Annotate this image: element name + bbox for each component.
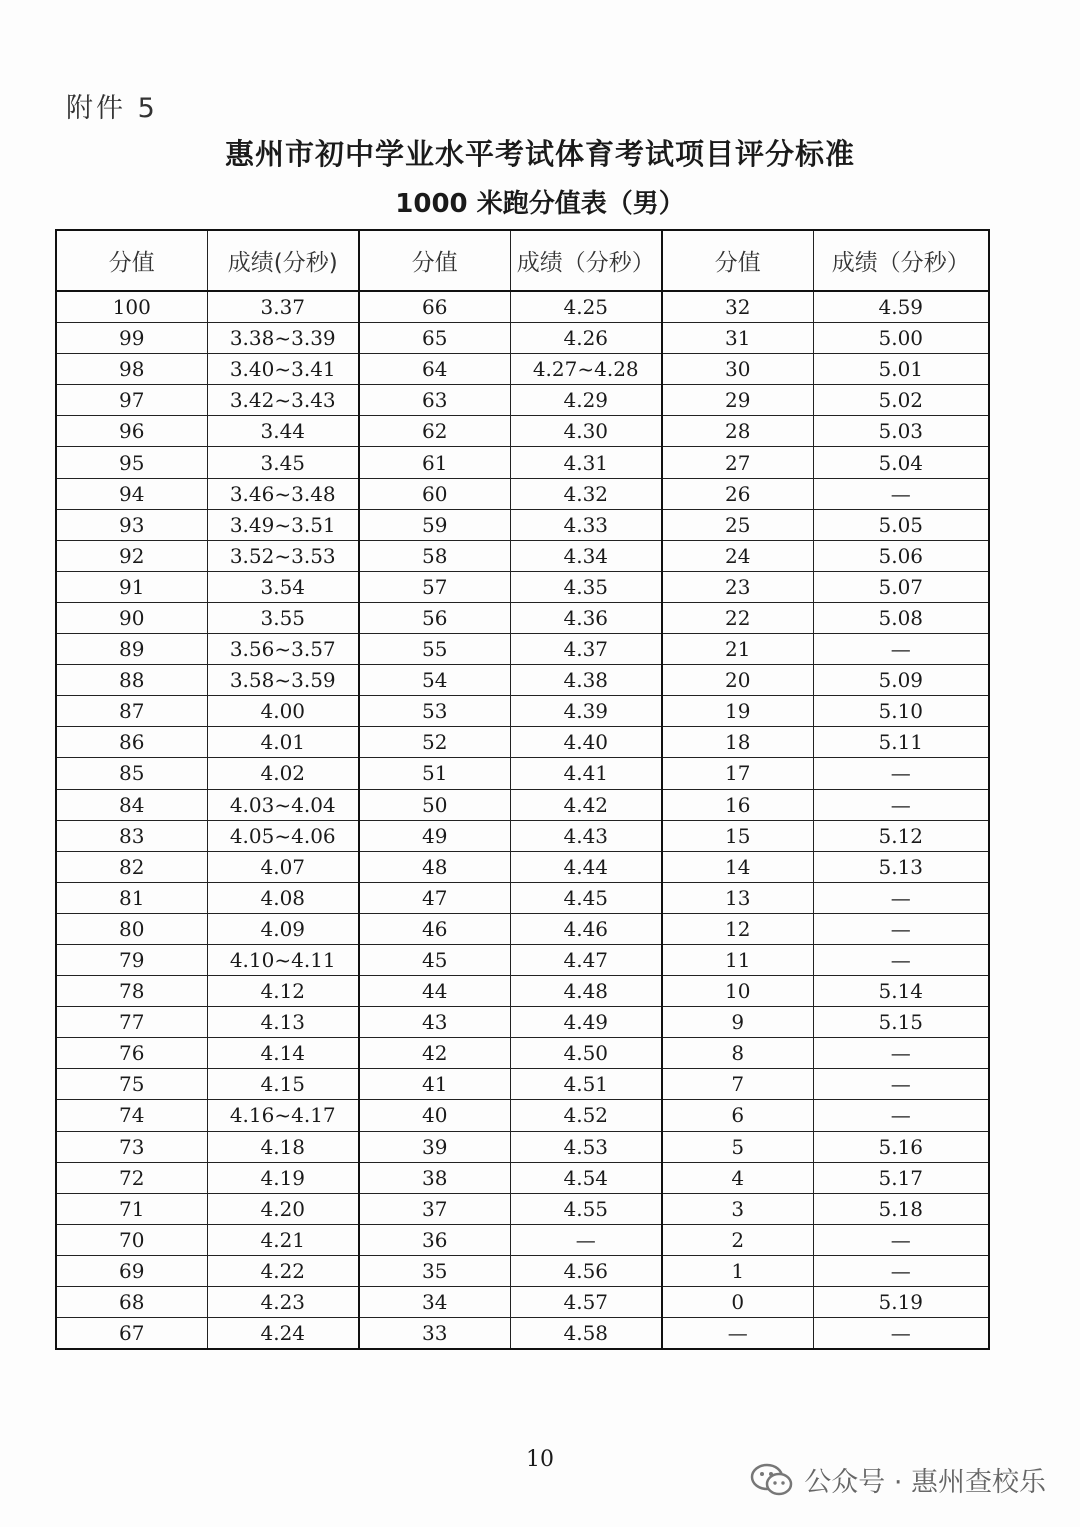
result-cell: 5.07 — [813, 571, 989, 602]
table-subtitle: 1000 米跑分值表（男） — [395, 189, 685, 219]
table-row — [56, 634, 989, 665]
score-cell: 38 — [359, 1162, 510, 1193]
score-cell: 73 — [56, 1131, 207, 1162]
result-cell: — — [813, 1069, 989, 1100]
header-result-2: 成绩（分秒） — [510, 230, 662, 291]
table-row — [56, 540, 989, 571]
score-cell: 66 — [359, 291, 510, 323]
result-cell: — — [813, 789, 989, 820]
score-cell: 17 — [662, 758, 813, 789]
score-cell: 88 — [56, 665, 207, 696]
table-row — [56, 416, 989, 447]
score-cell: 8 — [662, 1038, 813, 1069]
result-cell: 4.33 — [510, 509, 662, 540]
score-cell: 47 — [359, 882, 510, 913]
result-cell: 4.24 — [207, 1318, 359, 1350]
result-cell: 4.08 — [207, 882, 359, 913]
result-cell: 4.30 — [510, 416, 662, 447]
table-row — [56, 1287, 989, 1318]
table-row — [56, 1069, 989, 1100]
score-cell: 86 — [56, 727, 207, 758]
score-cell: 16 — [662, 789, 813, 820]
result-cell: 3.56~3.57 — [207, 634, 359, 665]
score-cell: 2 — [662, 1224, 813, 1255]
result-cell: 4.52 — [510, 1100, 662, 1131]
table-row — [56, 976, 989, 1007]
score-cell: 4 — [662, 1162, 813, 1193]
result-cell: 4.19 — [207, 1162, 359, 1193]
result-cell: 3.40~3.41 — [207, 354, 359, 385]
score-cell: 65 — [359, 323, 510, 354]
table-row — [56, 1007, 989, 1038]
score-cell: 45 — [359, 944, 510, 975]
result-cell: 5.13 — [813, 851, 989, 882]
score-cell: 94 — [56, 478, 207, 509]
score-cell: 32 — [662, 291, 813, 323]
table-row — [56, 509, 989, 540]
result-cell: 4.00 — [207, 696, 359, 727]
result-cell: 4.14 — [207, 1038, 359, 1069]
table-row — [56, 882, 989, 913]
score-cell: 68 — [56, 1287, 207, 1318]
score-cell: 43 — [359, 1007, 510, 1038]
table-row — [56, 1193, 989, 1224]
score-cell: 41 — [359, 1069, 510, 1100]
score-cell: 100 — [56, 291, 207, 323]
score-cell: 56 — [359, 602, 510, 633]
result-cell: 4.05~4.06 — [207, 820, 359, 851]
score-cell: 70 — [56, 1224, 207, 1255]
result-cell: 4.36 — [510, 602, 662, 633]
table-header-row — [56, 230, 989, 291]
score-cell: 93 — [56, 509, 207, 540]
score-cell: 52 — [359, 727, 510, 758]
score-cell: 39 — [359, 1131, 510, 1162]
table-row — [56, 323, 989, 354]
score-cell: 97 — [56, 385, 207, 416]
result-cell: 4.23 — [207, 1287, 359, 1318]
score-cell: 21 — [662, 634, 813, 665]
result-cell: 4.46 — [510, 913, 662, 944]
score-cell: 60 — [359, 478, 510, 509]
result-cell: 4.54 — [510, 1162, 662, 1193]
result-cell: 5.08 — [813, 602, 989, 633]
score-cell: 59 — [359, 509, 510, 540]
result-cell: 4.09 — [207, 913, 359, 944]
table-row — [56, 851, 989, 882]
result-cell: 3.42~3.43 — [207, 385, 359, 416]
result-cell: 5.05 — [813, 509, 989, 540]
header-score-2: 分值 — [359, 230, 510, 291]
result-cell: 4.45 — [510, 882, 662, 913]
wechat-icon — [750, 1463, 794, 1497]
result-cell: 4.29 — [510, 385, 662, 416]
score-cell: 53 — [359, 696, 510, 727]
table-row — [56, 1162, 989, 1193]
result-cell: 3.54 — [207, 571, 359, 602]
score-cell: 76 — [56, 1038, 207, 1069]
score-cell: 77 — [56, 1007, 207, 1038]
result-cell: 3.46~3.48 — [207, 478, 359, 509]
result-cell: — — [813, 944, 989, 975]
table-row — [56, 1100, 989, 1131]
table-row — [56, 1224, 989, 1255]
result-cell: 5.15 — [813, 1007, 989, 1038]
result-cell: 3.49~3.51 — [207, 509, 359, 540]
result-cell: 5.03 — [813, 416, 989, 447]
result-cell: 4.35 — [510, 571, 662, 602]
score-cell: 9 — [662, 1007, 813, 1038]
score-cell: 44 — [359, 976, 510, 1007]
score-cell: 11 — [662, 944, 813, 975]
score-cell: 26 — [662, 478, 813, 509]
table-row — [56, 1038, 989, 1069]
result-cell: 4.50 — [510, 1038, 662, 1069]
result-cell: 3.55 — [207, 602, 359, 633]
result-cell: 3.38~3.39 — [207, 323, 359, 354]
result-cell: 5.02 — [813, 385, 989, 416]
result-cell: 4.48 — [510, 976, 662, 1007]
result-cell: 5.01 — [813, 354, 989, 385]
result-cell: 4.37 — [510, 634, 662, 665]
result-cell: 4.10~4.11 — [207, 944, 359, 975]
score-cell: 29 — [662, 385, 813, 416]
table-row — [56, 789, 989, 820]
result-cell: 5.10 — [813, 696, 989, 727]
score-cell: 10 — [662, 976, 813, 1007]
score-cell: 37 — [359, 1193, 510, 1224]
score-cell: 33 — [359, 1318, 510, 1350]
score-cell: 0 — [662, 1287, 813, 1318]
result-cell: 5.12 — [813, 820, 989, 851]
result-cell: 4.56 — [510, 1255, 662, 1286]
result-cell: 4.07 — [207, 851, 359, 882]
score-cell: 51 — [359, 758, 510, 789]
result-cell: 4.22 — [207, 1255, 359, 1286]
score-cell: 91 — [56, 571, 207, 602]
score-cell: 58 — [359, 540, 510, 571]
result-cell: 4.02 — [207, 758, 359, 789]
header-result-1: 成绩(分秒) — [207, 230, 359, 291]
score-cell: 63 — [359, 385, 510, 416]
score-cell: 62 — [359, 416, 510, 447]
result-cell: 5.11 — [813, 727, 989, 758]
score-cell: 31 — [662, 323, 813, 354]
result-cell: 4.51 — [510, 1069, 662, 1100]
score-cell: 96 — [56, 416, 207, 447]
result-cell: 5.09 — [813, 665, 989, 696]
result-cell: — — [813, 1255, 989, 1286]
result-cell: — — [813, 1100, 989, 1131]
score-cell: 35 — [359, 1255, 510, 1286]
result-cell: 3.58~3.59 — [207, 665, 359, 696]
table-body — [56, 291, 989, 1349]
result-cell: 4.25 — [510, 291, 662, 323]
result-cell: 4.40 — [510, 727, 662, 758]
result-cell: 5.19 — [813, 1287, 989, 1318]
score-cell: 7 — [662, 1069, 813, 1100]
header-result-3: 成绩（分秒） — [813, 230, 989, 291]
result-cell: 3.45 — [207, 447, 359, 478]
score-cell: 22 — [662, 602, 813, 633]
result-cell: 4.21 — [207, 1224, 359, 1255]
score-cell: 3 — [662, 1193, 813, 1224]
score-cell: 55 — [359, 634, 510, 665]
result-cell: 4.20 — [207, 1193, 359, 1224]
result-cell: 4.01 — [207, 727, 359, 758]
score-cell: 61 — [359, 447, 510, 478]
score-cell: 30 — [662, 354, 813, 385]
result-cell: 4.58 — [510, 1318, 662, 1350]
score-cell: 23 — [662, 571, 813, 602]
score-cell: 79 — [56, 944, 207, 975]
score-cell: 92 — [56, 540, 207, 571]
document-title: 惠州市初中学业水平考试体育考试项目评分标准 — [224, 137, 855, 171]
result-cell: 4.18 — [207, 1131, 359, 1162]
score-cell: 84 — [56, 789, 207, 820]
score-cell: 95 — [56, 447, 207, 478]
table-row — [56, 354, 989, 385]
attachment-label: 附件 5 — [66, 93, 158, 124]
result-cell: 4.44 — [510, 851, 662, 882]
header-score-1: 分值 — [56, 230, 207, 291]
result-cell: — — [813, 758, 989, 789]
table-row — [56, 820, 989, 851]
result-cell: 4.12 — [207, 976, 359, 1007]
score-cell: 42 — [359, 1038, 510, 1069]
result-cell: 3.44 — [207, 416, 359, 447]
score-cell: 34 — [359, 1287, 510, 1318]
result-cell: 4.39 — [510, 696, 662, 727]
score-table — [55, 229, 990, 1350]
result-cell: 4.59 — [813, 291, 989, 323]
score-cell: 71 — [56, 1193, 207, 1224]
table-row — [56, 385, 989, 416]
result-cell: 4.26 — [510, 323, 662, 354]
result-cell: 4.31 — [510, 447, 662, 478]
score-cell: 54 — [359, 665, 510, 696]
result-cell: 4.55 — [510, 1193, 662, 1224]
result-cell: — — [813, 1224, 989, 1255]
result-cell: 4.13 — [207, 1007, 359, 1038]
score-cell: 15 — [662, 820, 813, 851]
result-cell: 4.03~4.04 — [207, 789, 359, 820]
score-cell: 80 — [56, 913, 207, 944]
score-cell: 25 — [662, 509, 813, 540]
result-cell: 4.57 — [510, 1287, 662, 1318]
result-cell: 5.00 — [813, 323, 989, 354]
score-cell: 5 — [662, 1131, 813, 1162]
score-cell: 72 — [56, 1162, 207, 1193]
score-cell: 13 — [662, 882, 813, 913]
score-cell: 20 — [662, 665, 813, 696]
result-cell: — — [813, 913, 989, 944]
result-cell: — — [813, 1318, 989, 1350]
score-cell: 98 — [56, 354, 207, 385]
result-cell: — — [813, 882, 989, 913]
score-cell: 36 — [359, 1224, 510, 1255]
result-cell: 3.52~3.53 — [207, 540, 359, 571]
table-row — [56, 571, 989, 602]
score-cell: 49 — [359, 820, 510, 851]
header-score-3: 分值 — [662, 230, 813, 291]
result-cell: — — [813, 634, 989, 665]
score-cell: 19 — [662, 696, 813, 727]
result-cell: 4.41 — [510, 758, 662, 789]
score-cell: 75 — [56, 1069, 207, 1100]
score-cell: 82 — [56, 851, 207, 882]
score-cell: 50 — [359, 789, 510, 820]
score-cell: 46 — [359, 913, 510, 944]
score-cell: 69 — [56, 1255, 207, 1286]
result-cell: 4.15 — [207, 1069, 359, 1100]
result-cell: 4.34 — [510, 540, 662, 571]
score-cell: 90 — [56, 602, 207, 633]
score-cell: 28 — [662, 416, 813, 447]
score-cell: 14 — [662, 851, 813, 882]
score-cell: — — [662, 1318, 813, 1350]
page-number: 10 — [526, 1447, 554, 1472]
result-cell: — — [813, 478, 989, 509]
score-cell: 87 — [56, 696, 207, 727]
score-cell: 57 — [359, 571, 510, 602]
score-cell: 40 — [359, 1100, 510, 1131]
table-row — [56, 602, 989, 633]
result-cell: 5.17 — [813, 1162, 989, 1193]
score-cell: 67 — [56, 1318, 207, 1350]
result-cell: — — [813, 1038, 989, 1069]
result-cell: 5.14 — [813, 976, 989, 1007]
result-cell: 4.32 — [510, 478, 662, 509]
score-cell: 83 — [56, 820, 207, 851]
score-cell: 27 — [662, 447, 813, 478]
score-cell: 6 — [662, 1100, 813, 1131]
score-cell: 85 — [56, 758, 207, 789]
result-cell: 5.18 — [813, 1193, 989, 1224]
table-row — [56, 1131, 989, 1162]
result-cell: 4.43 — [510, 820, 662, 851]
result-cell: 5.04 — [813, 447, 989, 478]
result-cell: 4.53 — [510, 1131, 662, 1162]
table-row — [56, 696, 989, 727]
result-cell: — — [510, 1224, 662, 1255]
score-cell: 81 — [56, 882, 207, 913]
table-row — [56, 665, 989, 696]
score-cell: 78 — [56, 976, 207, 1007]
score-cell: 48 — [359, 851, 510, 882]
score-cell: 24 — [662, 540, 813, 571]
score-cell: 18 — [662, 727, 813, 758]
score-cell: 99 — [56, 323, 207, 354]
score-cell: 64 — [359, 354, 510, 385]
score-cell: 12 — [662, 913, 813, 944]
result-cell: 4.42 — [510, 789, 662, 820]
score-cell: 1 — [662, 1255, 813, 1286]
table-row — [56, 913, 989, 944]
result-cell: 4.38 — [510, 665, 662, 696]
table-row — [56, 291, 989, 323]
table-row — [56, 1318, 989, 1350]
result-cell: 4.27~4.28 — [510, 354, 662, 385]
score-cell: 74 — [56, 1100, 207, 1131]
result-cell: 5.16 — [813, 1131, 989, 1162]
result-cell: 5.06 — [813, 540, 989, 571]
table-row — [56, 727, 989, 758]
table-row — [56, 1255, 989, 1286]
table-row — [56, 478, 989, 509]
table-row — [56, 447, 989, 478]
result-cell: 4.49 — [510, 1007, 662, 1038]
watermark-text: 公众号 · 惠州查校乐 — [804, 1467, 1046, 1498]
result-cell: 3.37 — [207, 291, 359, 323]
watermark — [750, 1460, 1046, 1499]
result-cell: 4.47 — [510, 944, 662, 975]
table-row — [56, 758, 989, 789]
score-cell: 89 — [56, 634, 207, 665]
result-cell: 4.16~4.17 — [207, 1100, 359, 1131]
table-row — [56, 944, 989, 975]
